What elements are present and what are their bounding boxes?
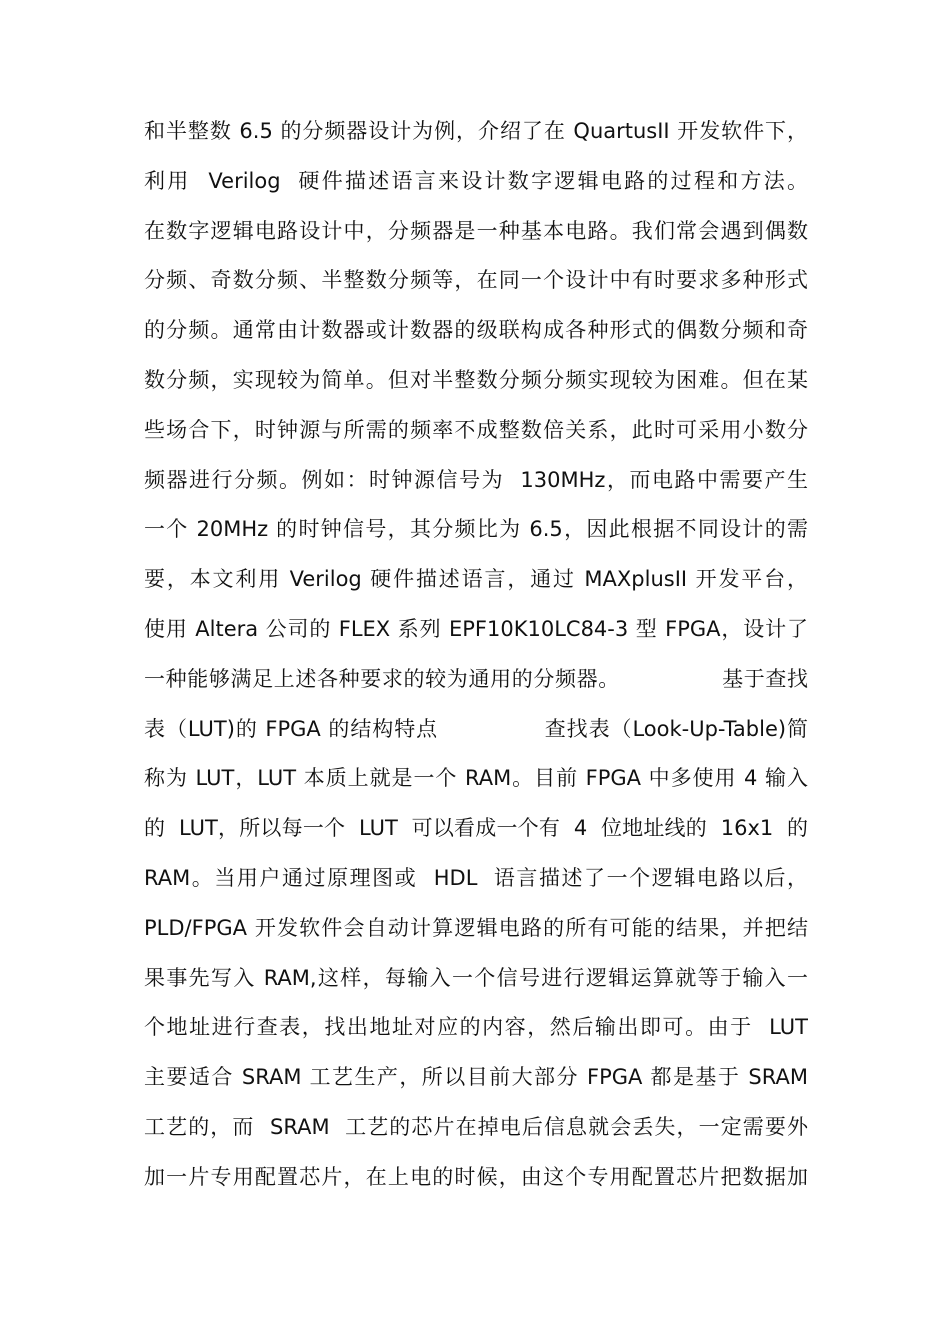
text-line-11: 使用 Altera 公司的 FLEX 系列 EPF10K10LC84-3 型 FPGA，设计了 (144, 616, 808, 641)
text-line-10: 要，本文利用 Verilog 硬件描述语言，通过 MAXplusII 开发平台， (144, 567, 808, 592)
text-line-7: 些场合下，时钟源与所需的频率不成整数倍关系，此时可采用小数分 (144, 417, 808, 442)
text-line-9: 一个 20MHz 的时钟信号，其分频比为 6.5，因此根据不同设计的需 (144, 517, 808, 542)
text-line-16: RAM。当用户通过原理图或 HDL 语言描述了一个逻辑电路以后， (144, 865, 808, 890)
text-line-14: 称为 LUT，LUT 本质上就是一个 RAM。目前 FPGA 中多使用 4 输入 (144, 766, 808, 791)
text-line-21: 工艺的，而 SRAM 工艺的芯片在掉电后信息就会丢失，一定需要外 (144, 1114, 808, 1139)
text-line-17: PLD/FPGA 开发软件会自动计算逻辑电路的所有可能的结果，并把结 (144, 915, 808, 940)
text-line-1: 和半整数 6.5 的分频器设计为例，介绍了在 QuartusII 开发软件下， (144, 119, 808, 143)
text-line-15: 的 LUT，所以每一个 LUT 可以看成一个有 4 位地址线的 16x1 的 (144, 816, 808, 841)
body-text (144, 107, 808, 1203)
text-line-8: 频器进行分频。例如：时钟源信号为 130MHz，而电路中需要产生 (144, 467, 808, 492)
text-line-18: 果事先写入 RAM,这样，每输入一个信号进行逻辑运算就等于输入一 (144, 965, 808, 990)
text-line-4: 分频、奇数分频、半整数分频等，在同一个设计中有时要求多种形式 (144, 268, 808, 293)
text-line-13: 表（LUT)的 FPGA 的结构特点 查找表（Look-Up-Table)简 (144, 716, 808, 741)
text-line-6: 数分频，实现较为简单。但对半整数分频分频实现较为困难。但在某 (144, 367, 808, 392)
text-line-2: 利用 Verilog 硬件描述语言来设计数字逻辑电路的过程和方法。 (144, 168, 808, 193)
text-line-20: 主要适合 SRAM 工艺生产，所以目前大部分 FPGA 都是基于 SRAM (144, 1065, 808, 1090)
text-line-3: 在数字逻辑电路设计中，分频器是一种基本电路。我们常会遇到偶数 (144, 218, 808, 243)
text-line-22: 加一片专用配置芯片，在上电的时候，由这个专用配置芯片把数据加 (144, 1164, 808, 1189)
text-line-5: 的分频。通常由计数器或计数器的级联构成各种形式的偶数分频和奇 (144, 318, 808, 343)
text-line-12: 一种能够满足上述各种要求的较为通用的分频器。 基于查找 (144, 666, 808, 691)
text-line-19: 个地址进行查表，找出地址对应的内容，然后输出即可。由于 LUT (144, 1015, 808, 1040)
